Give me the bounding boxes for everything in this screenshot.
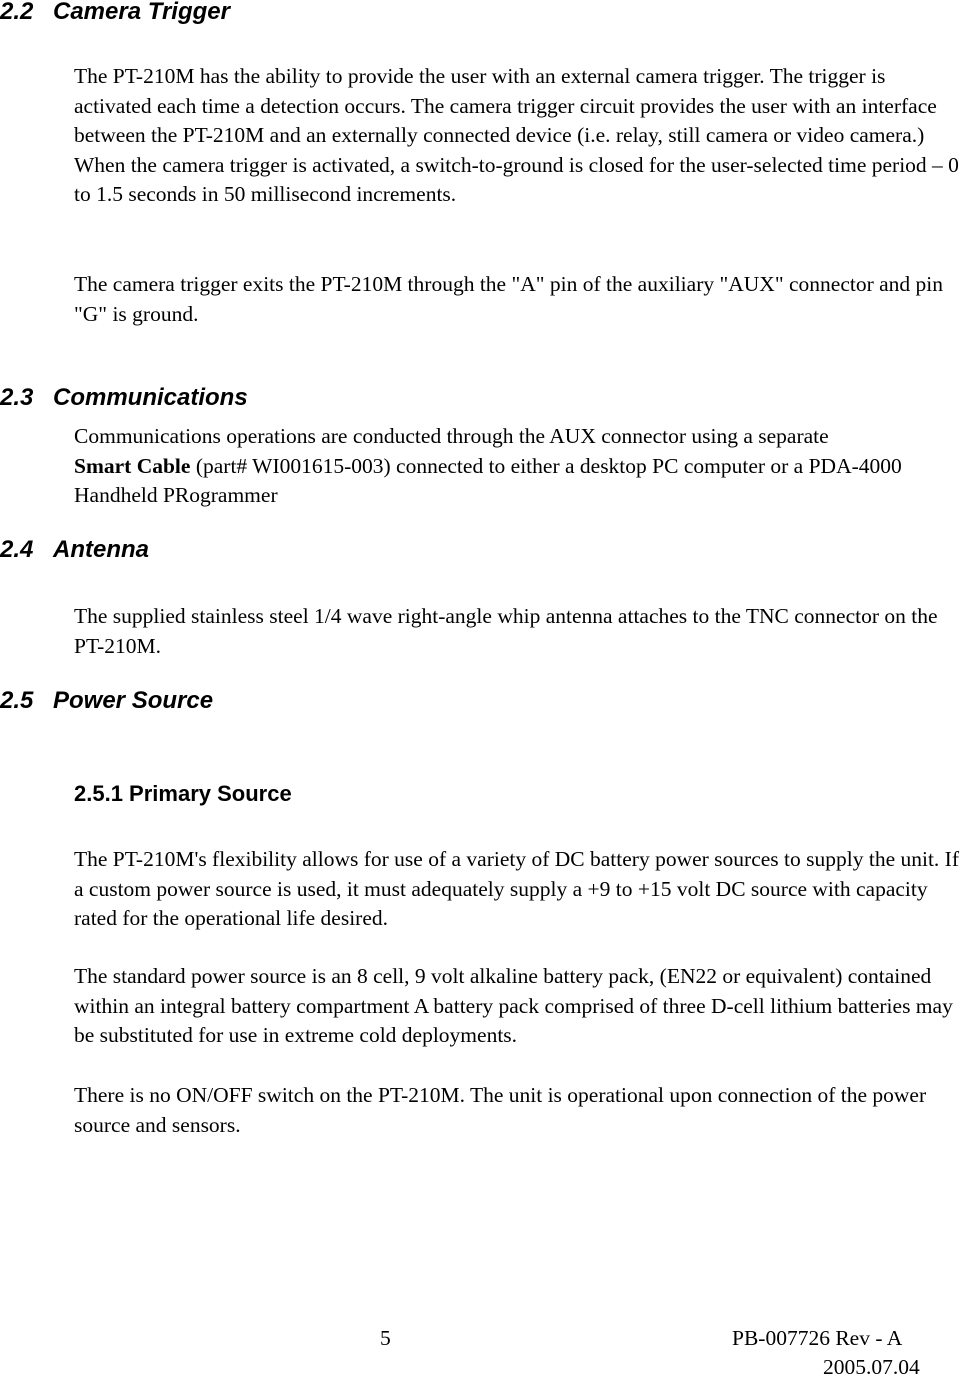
document-date: 2005.07.04 [823, 1355, 920, 1379]
heading-communications [0, 384, 248, 412]
heading-primary-source: 2.5.1 Primary Source [74, 781, 292, 806]
document-id: PB-007726 Rev - A [732, 1326, 903, 1350]
section-title: Communications [53, 384, 248, 411]
section-title: Antenna [53, 536, 149, 563]
communications-paragraph [74, 422, 964, 511]
section-number: 2.5 [0, 687, 34, 714]
page-number: 5 [380, 1326, 391, 1350]
section-number: 2.4 [0, 536, 34, 563]
heading-camera-trigger [0, 0, 230, 26]
heading-antenna [0, 536, 149, 564]
primary-source-paragraph-1: The PT-210M's flexibility allows for use of a variety of DC battery power sources to supply the unit. If a custom power source is used, it must adequately supply a +9 to +15 volt DC source with capacity rated for the operational life desired. [74, 847, 960, 931]
section-number: 2.3 [0, 384, 34, 411]
section-title: Camera Trigger [53, 0, 230, 25]
camera-trigger-paragraph-1: The PT-210M has the ability to provide the user with an external camera trigger. The trigger is activated each time a detection occurs. The camera trigger circuit provides the user with an interface between the PT-210M and an externally connected device (i.e. relay, still camera or video camera.) When the camera trigger is activated, a switch-to-ground is closed for the user-selected time period – 0 to 1.5 seconds in 50 millisecond increments. [74, 64, 959, 207]
section-number: 2.2 [0, 0, 34, 25]
heading-power-source [0, 687, 213, 715]
antenna-paragraph: The supplied stainless steel 1/4 wave right-angle whip antenna attaches to the TNC connector on the PT-210M. [74, 604, 938, 658]
section-title: Power Source [53, 687, 214, 714]
primary-source-paragraph-2: The standard power source is an 8 cell, 9 volt alkaline battery pack, (EN22 or equivalent) contained within an integral battery compartment A battery pack comprised of three D-cell lithium batteries may be substituted for use in extreme cold deployments. [74, 964, 953, 1048]
smart-cable-label: Smart Cable [74, 453, 191, 478]
communications-text-1: Communications operations are conducted through the AUX connector using a separate [74, 424, 829, 448]
camera-trigger-paragraph-2: The camera trigger exits the PT-210M through the "A" pin of the auxiliary "AUX" connector and pin "G" is ground. [74, 272, 944, 326]
primary-source-paragraph-3: There is no ON/OFF switch on the PT-210M. The unit is operational upon connection of the power source and sensors. [74, 1083, 927, 1137]
communications-text-2: (part# WI001615-003) connected to either a desktop PC computer or a PDA-4000 Handheld PRogrammer [74, 453, 902, 508]
